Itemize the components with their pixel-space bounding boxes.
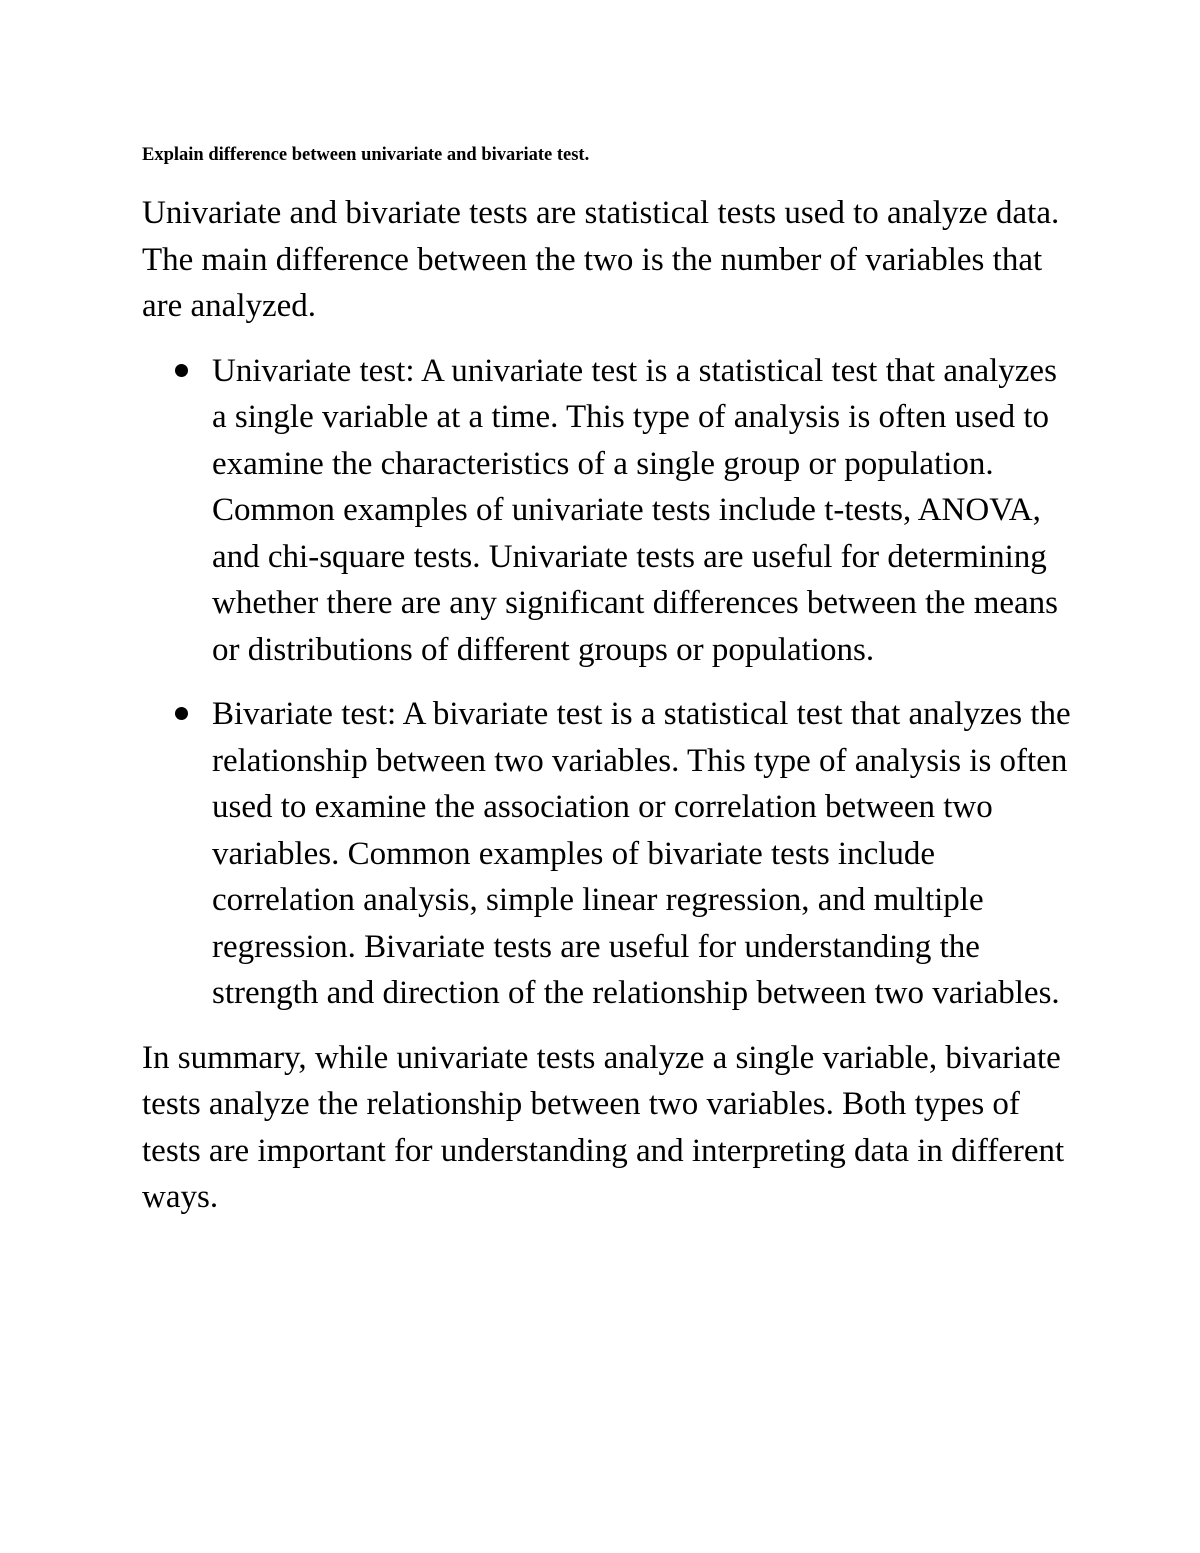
bullet-list — [142, 348, 1072, 1017]
question-heading: Explain difference between univariate and bivariate test. — [142, 145, 590, 165]
list-item-text: Bivariate test: A bivariate test is a statistical test that analyzes the relationship between two variables. This type of analysis is often used to examine the association or correlation between two variables. Common examples of bivariate tests include correlation analysis, simple linear regression, and multiple regression. Bivariate tests are useful for understanding the strength and direction of the relationship between two variables. — [212, 696, 1071, 1011]
list-item-univariate — [142, 348, 1072, 674]
list-item-bivariate — [142, 691, 1072, 1017]
intro-paragraph: Univariate and bivariate tests are statistical tests used to analyze data. The main difference between the two is the number of variables that are analyzed. — [142, 195, 1060, 324]
bullet-dot-icon — [175, 707, 188, 720]
bullet-dot-icon — [175, 364, 188, 377]
summary-paragraph: In summary, while univariate tests analyze a single variable, bivariate tests analyze the relationship between two variables. Both types of tests are important for understanding and interpreting data in different ways. — [142, 1039, 1065, 1215]
document-body — [142, 140, 1072, 1221]
list-item-text: Univariate test: A univariate test is a statistical test that analyzes a single variable at a time. This type of analysis is often used to examine the characteristics of a single group or population. Common examples of univariate tests include t-tests, ANOVA, and chi-square tests. Univariate tests are useful for determining whether there are any significant differences between the means or distributions of different groups or populations. — [212, 352, 1058, 668]
